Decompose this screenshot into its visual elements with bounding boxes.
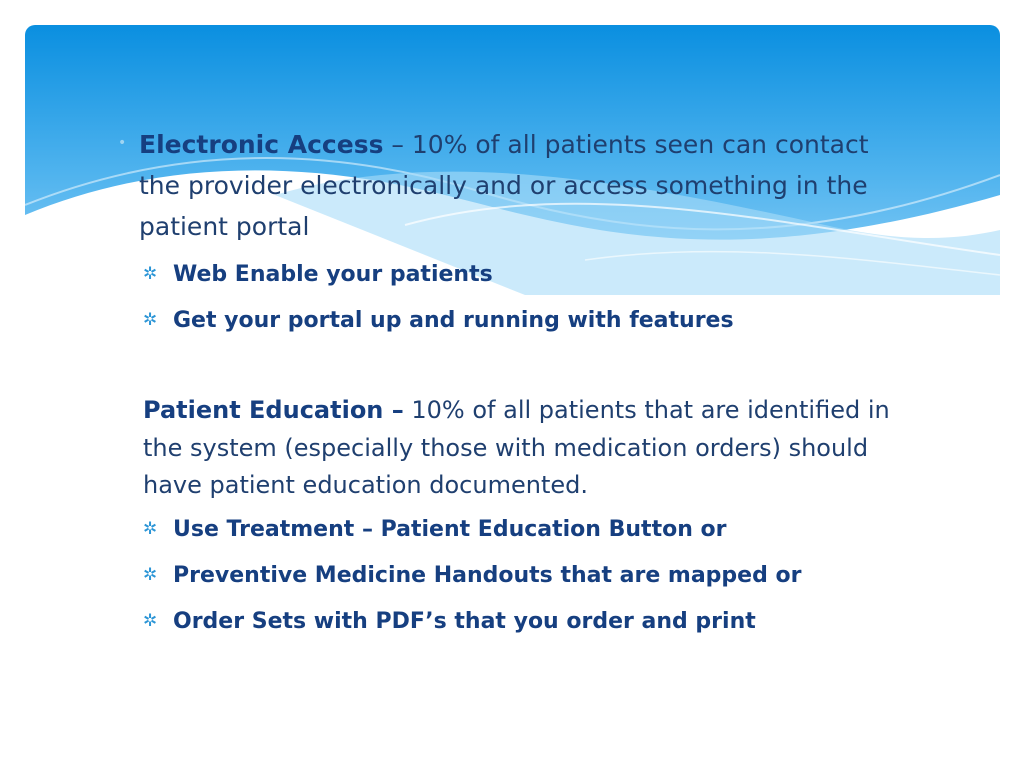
asterisk-bullet-icon: ✲ [143,310,158,330]
asterisk-bullet-icon: ✲ [143,264,158,284]
patient-education-paragraph [143,392,933,505]
bullet-text: Use Treatment – Patient Education Button or [173,516,727,542]
bullet-text: Web Enable your patients [173,261,493,287]
bullet-item [143,560,943,590]
electronic-access-text: – 10% of all patients seen can contact the provider electronically and or access something in the patient portal [139,130,869,241]
bullet-item [143,259,943,289]
electronic-access-paragraph [139,124,879,247]
bullet-text: Preventive Medicine Handouts that are mapped or [173,562,802,588]
asterisk-bullet-icon: ✲ [143,519,158,539]
asterisk-bullet-icon: ✲ [143,611,158,631]
electronic-access-heading: Electronic Access [139,130,384,159]
bullet-dot-icon: • [118,135,127,151]
asterisk-bullet-icon: ✲ [143,565,158,585]
bullet-item [143,514,943,544]
bullet-item [143,606,943,636]
bullet-text: Order Sets with PDF’s that you order and print [173,608,756,634]
bullet-item [143,305,943,335]
patient-education-heading: Patient Education – [143,396,404,424]
patient-education-text: 10% of all patients that are identified in the system (especially those with medication orders) should have patient education documented. [143,396,890,499]
bullet-text: Get your portal up and running with features [173,307,734,333]
